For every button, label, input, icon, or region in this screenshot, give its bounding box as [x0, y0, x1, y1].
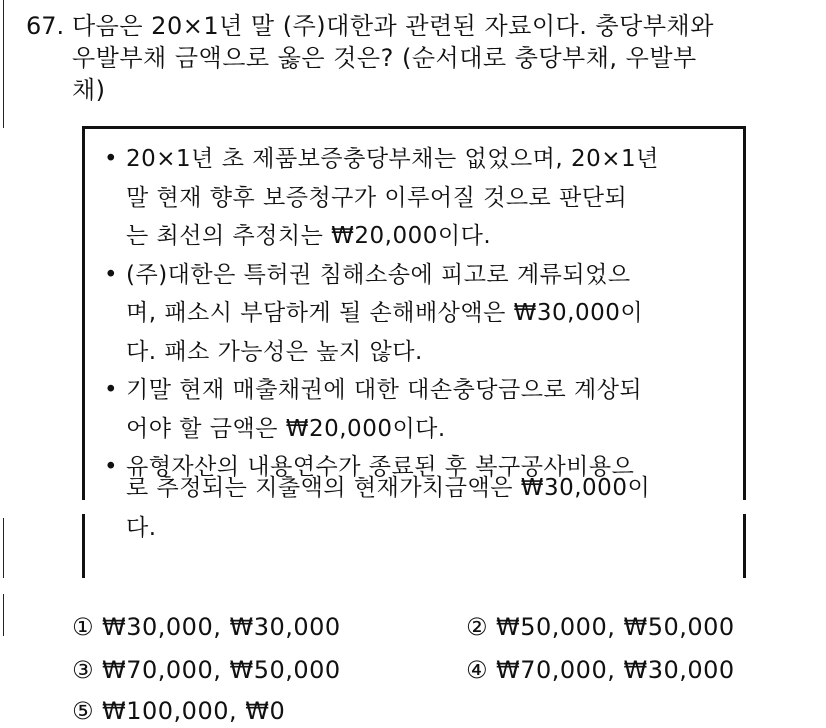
- item-line: 말 현재 향후 보증청구가 이루어질 것으로 판단되: [126, 184, 628, 211]
- list-item: [104, 448, 724, 547]
- question-line: 다음은 20×1년 말 (주)대한과 관련된 자료이다. 충당부채와: [72, 12, 714, 40]
- question-number: 67.: [26, 12, 65, 40]
- option-text: ₩100,000, ₩0: [102, 697, 286, 725]
- left-margin-line: [3, 518, 4, 578]
- item-line: 20×1년 초 제품보증충당부채는 없었으며, 20×1년: [126, 146, 659, 172]
- item-line-truncated: 로 추정되는 지출액의 현재가치금액은 ₩30,000이: [126, 474, 651, 501]
- list-item: [104, 256, 724, 372]
- answer-option-4[interactable]: [466, 655, 735, 685]
- option-number: ④: [466, 656, 489, 684]
- answer-option-1[interactable]: [72, 612, 341, 642]
- left-margin-line: [3, 0, 4, 128]
- item-line: 유형자산의 내용연수가 종료된 후 복구공사비용으: [126, 454, 635, 480]
- option-number: ①: [72, 613, 95, 641]
- item-line: (주)대한은 특허권 침해소송에 피고로 계류되었으: [126, 261, 631, 288]
- item-line: 다. 패소 가능성은 높지 않다.: [126, 338, 423, 365]
- data-box: [82, 126, 744, 578]
- question-line: 채): [72, 76, 106, 104]
- box-right-border: [743, 126, 746, 500]
- item-line: 기말 현재 매출채권에 대한 대손충당금으로 계상되: [126, 377, 643, 403]
- bullet-icon: •: [104, 377, 119, 403]
- list-item: [104, 371, 724, 448]
- left-margin-line: [3, 594, 4, 636]
- answer-option-2[interactable]: [466, 612, 735, 642]
- question-line: 우발부채 금액으로 옳은 것은? (순서대로 충당부채, 우발부: [72, 44, 697, 72]
- option-text: ₩50,000, ₩50,000: [496, 613, 735, 641]
- option-text: ₩70,000, ₩50,000: [102, 656, 341, 684]
- option-number: ②: [466, 613, 489, 641]
- option-number: ③: [72, 656, 95, 684]
- box-top-border: [82, 126, 746, 129]
- bullet-icon: •: [104, 261, 119, 288]
- option-number: ⑤: [72, 697, 95, 725]
- answer-option-5[interactable]: [72, 696, 285, 726]
- item-line: 다.: [126, 514, 157, 541]
- option-text: ₩70,000, ₩30,000: [496, 656, 735, 684]
- item-line: 는 최선의 추정치는 ₩20,000이다.: [126, 223, 492, 249]
- box-right-border: [743, 514, 746, 578]
- bullet-icon: •: [104, 454, 119, 480]
- option-text: ₩30,000, ₩30,000: [102, 613, 341, 641]
- answer-option-3[interactable]: [72, 655, 341, 685]
- box-left-border: [82, 514, 85, 578]
- question-stem: [72, 10, 772, 106]
- box-left-border: [82, 126, 85, 500]
- item-line: 며, 패소시 부담하게 될 손해배상액은 ₩30,000이: [126, 300, 644, 326]
- bullet-icon: •: [104, 146, 119, 172]
- item-line: 어야 할 금액은 ₩20,000이다.: [126, 415, 446, 442]
- data-list: [104, 140, 724, 547]
- list-item: [104, 140, 724, 256]
